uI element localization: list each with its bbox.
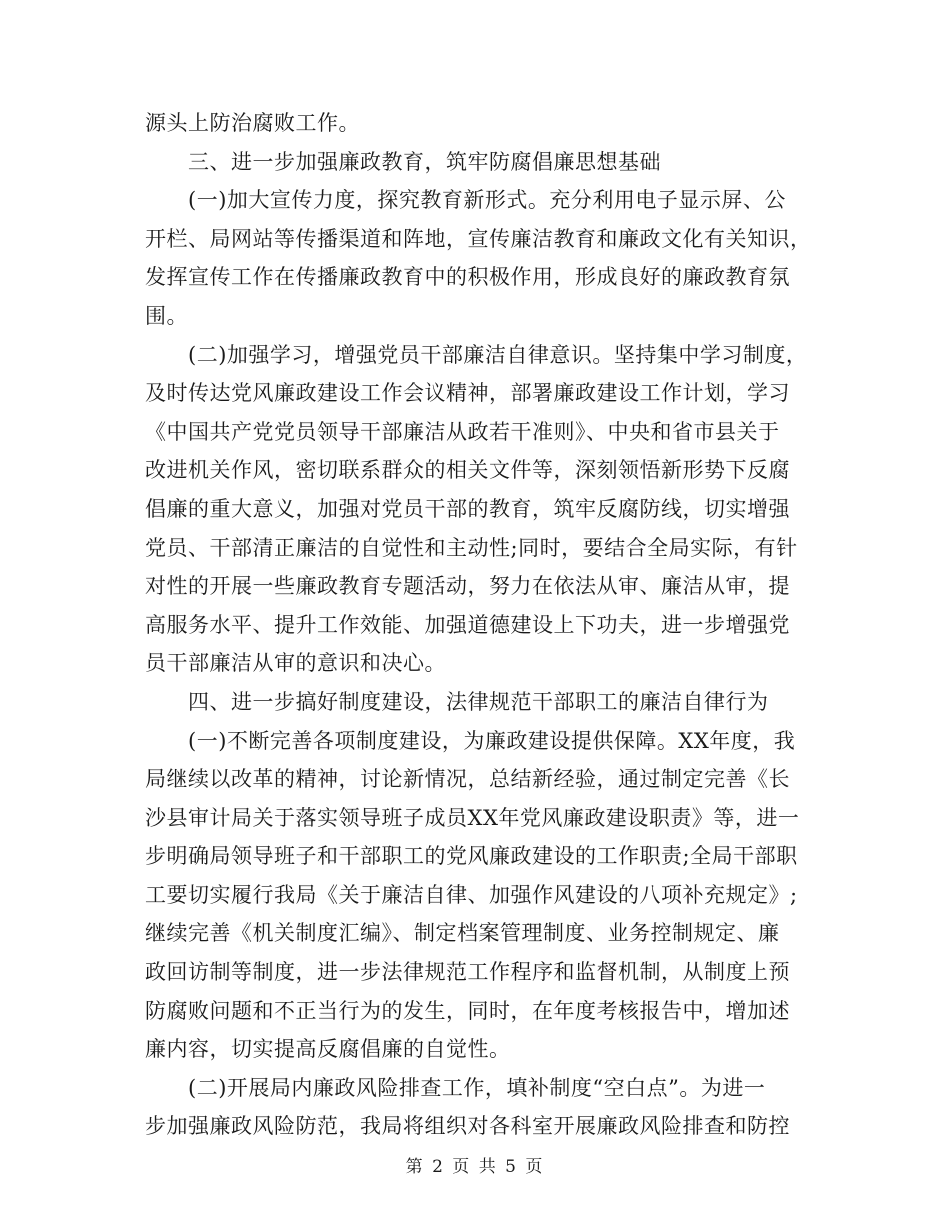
text-line: 发挥宣传工作在传播廉政教育中的积极作用，形成良好的廉政教育氛: [145, 265, 790, 290]
text-line: 倡廉的重大意义，加强对党员干部的教育，筑牢反腐防线，切实增强: [145, 496, 790, 521]
text-line: 继续完善《机关制度汇编》、制定档案管理制度、业务控制规定、廉: [145, 921, 780, 946]
text-line: 源头上防治腐败工作。: [145, 111, 360, 135]
document-body: [145, 104, 810, 1146]
text-line: 及时传达党风廉政建设工作会议精神，部署廉政建设工作计划，学习: [145, 381, 790, 406]
text-line: 步加强廉政风险防范，我局将组织对各科室开展廉政风险排查和防控: [145, 1114, 790, 1139]
text-line: 党员、干部清正廉洁的自觉性和主动性;同时，要结合全局实际，有针: [145, 535, 798, 560]
text-line: (一)加大宣传力度，探究教育新形式。充分利用电子显示屏、公: [188, 188, 786, 213]
text-line: 步明确局领导班子和干部职工的党风廉政建设的工作职责;全局干部职: [145, 844, 798, 869]
text-line: (二)开展局内廉政风险排查工作，填补制度“空白点”。为进一: [188, 1075, 766, 1100]
text-line: 三、进一步加强廉政教育，筑牢防腐倡廉思想基础: [188, 149, 661, 174]
text-line: 开栏、局网站等传播渠道和阵地，宣传廉洁教育和廉政文化有关知识，: [145, 226, 812, 251]
text-line: 改进机关作风，密切联系群众的相关文件等，深刻领悟新形势下反腐: [145, 458, 790, 483]
text-line: 《中国共产党党员领导干部廉洁从政若干准则》、中央和省市县关于: [145, 419, 780, 444]
text-line: 廉内容，切实提高反腐倡廉的自觉性。: [145, 1037, 511, 1062]
text-line: 防腐败问题和不正当行为的发生，同时，在年度考核报告中，增加述: [145, 998, 790, 1023]
text-line: 围。: [145, 303, 188, 328]
text-line: 局继续以改革的精神，讨论新情况，总结新经验，通过制定完善《长: [145, 767, 790, 792]
text-line: 高服务水平、提升工作效能、加强道德建设上下功夫，进一步增强党: [145, 612, 790, 637]
page-number-footer: 第 2 页 共 5 页: [405, 1157, 545, 1177]
text-line: 对性的开展一些廉政教育专题活动，努力在依法从审、廉洁从审，提: [145, 574, 790, 599]
text-line: 政回访制等制度，进一步法律规范工作程序和监督机制，从制度上预: [145, 960, 790, 985]
text-line: 员干部廉洁从审的意识和决心。: [145, 651, 446, 676]
text-line: (二)加强学习，增强党员干部廉洁自律意识。坚持集中学习制度，: [188, 342, 808, 367]
text-line: 四、进一步搞好制度建设，法律规范干部职工的廉洁自律行为: [188, 689, 769, 714]
text-line: 工要切实履行我局《关于廉洁自律、加强作风建设的八项补充规定》;: [145, 882, 798, 907]
text-line: 沙县审计局关于落实领导班子成员XX年党风廉政建设职责》等，进一: [145, 805, 800, 830]
text-line: (一)不断完善各项制度建设，为廉政建设提供保障。XX年度，我: [188, 728, 796, 753]
